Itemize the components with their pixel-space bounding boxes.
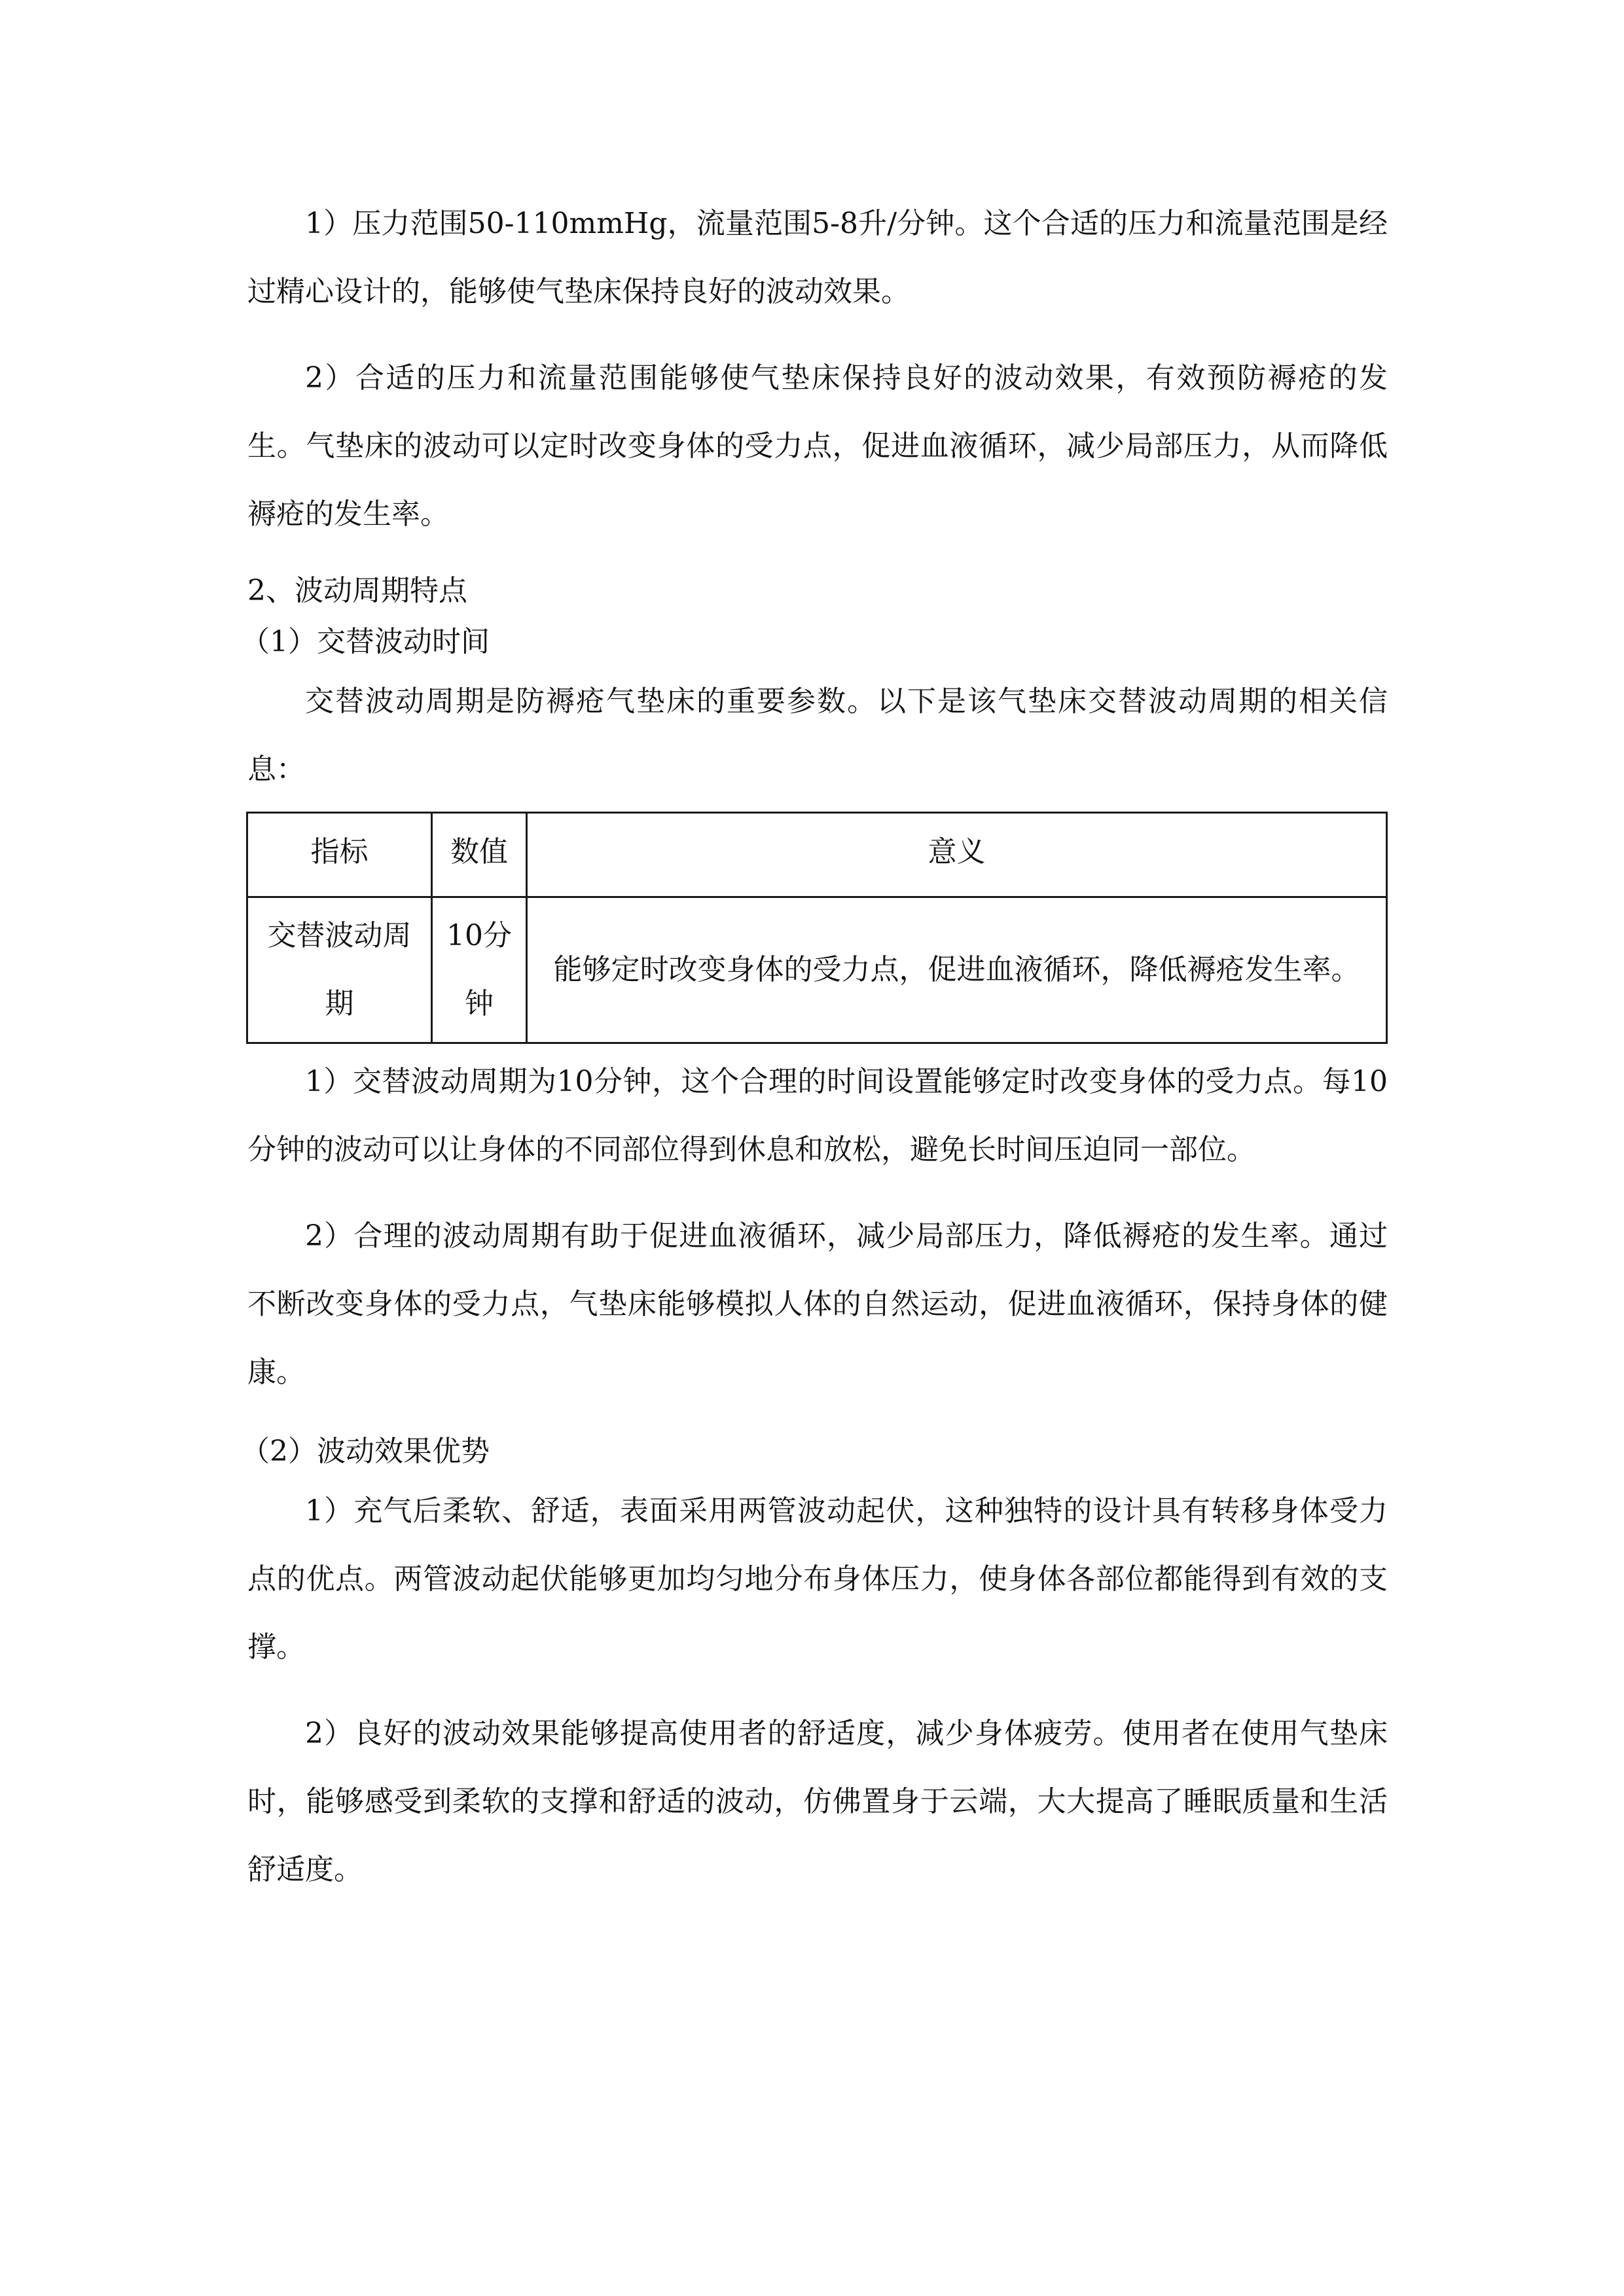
table-cell-indicator	[247, 897, 432, 1043]
table-cell-text: 能够定时改变身体的受力点，促进血液循环，降低褥疮发生率。	[553, 953, 1360, 986]
paragraph-cycle-10min: 1）交替波动周期为10分钟，这个合理的时间设置能够定时改变身体的受力点。每10分钟的波动可以让身体的不同部位得到休息和放松，避免长时间压迫同一部位。	[247, 1065, 1388, 1166]
subsection-heading-alternating-time: （1）交替波动时间	[241, 625, 490, 658]
paragraph-inflation-comfort: 1）充气后柔软、舒适，表面采用两管波动起伏，这种独特的设计具有转移身体受力点的优点。两管波动起伏能够更加均匀地分布身体压力，使身体各部位都能得到有效的支撑。	[247, 1494, 1388, 1664]
table-cell-meaning	[527, 897, 1387, 1043]
paragraph-cycle-benefit: 2）合理的波动周期有助于促进血液循环，减少局部压力，降低褥疮的发生率。通过不断改变身体的受力点，气垫床能够模拟人体的自然运动，促进血液循环，保持身体的健康。	[247, 1219, 1388, 1389]
table-cell-text: 10分钟	[446, 919, 512, 1020]
table-header-cell: 数值	[432, 813, 527, 897]
table-cell-value	[432, 897, 527, 1043]
section-heading: 2、波动周期特点	[247, 574, 467, 607]
paragraph-table-intro: 交替波动周期是防褥疮气垫床的重要参数。以下是该气垫床交替波动周期的相关信息：	[247, 685, 1388, 786]
document-body	[241, 190, 1388, 1904]
table-header-cell: 意义	[527, 813, 1387, 897]
subsection-heading-wave-advantage: （2）波动效果优势	[241, 1435, 490, 1468]
cycle-info-table	[246, 812, 1388, 1044]
table-header-row	[247, 813, 1387, 897]
table-cell-text: 交替波动周期	[267, 919, 412, 1020]
table-header-cell: 指标	[247, 813, 432, 897]
paragraph-pressure-effect: 2）合适的压力和流量范围能够使气垫床保持良好的波动效果，有效预防褥疮的发生。气垫床的波动可以定时改变身体的受力点，促进血液循环，减少局部压力，从而降低褥疮的发生率。	[247, 361, 1388, 531]
paragraph-comfort-effect: 2）良好的波动效果能够提高使用者的舒适度，减少身体疲劳。使用者在使用气垫床时，能够感受到柔软的支撑和舒适的波动，仿佛置身于云端，大大提高了睡眠质量和生活舒适度。	[247, 1717, 1388, 1886]
paragraph-pressure-range: 1）压力范围50-110mmHg，流量范围5-8升/分钟。这个合适的压力和流量范围是经过精心设计的，能够使气垫床保持良好的波动效果。	[247, 207, 1388, 308]
table-row	[247, 897, 1387, 1043]
